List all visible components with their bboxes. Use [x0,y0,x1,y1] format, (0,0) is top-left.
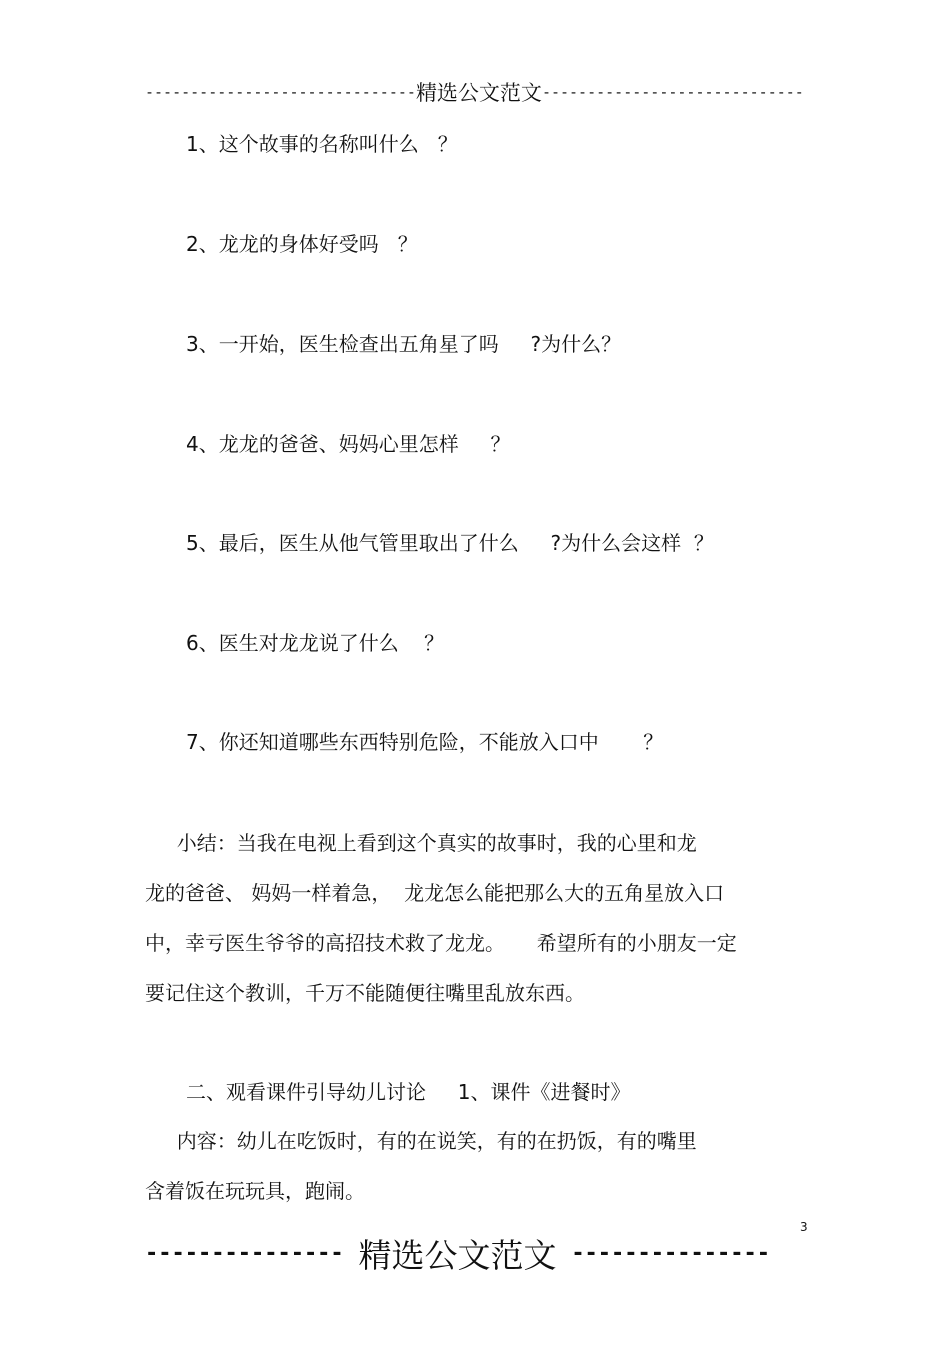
summary-line: 要记住这个教训，千万不能随便往嘴里乱放东西。 [145,981,585,1005]
header-right-rule: ----------------------------- [541,83,804,101]
question-4: 4、龙龙的爸爸、妈妈心里怎样 ？ [186,432,511,456]
content-line: 内容：幼儿在吃饭时，有的在说笑，有的在扔饭，有的嘴里 [145,1129,697,1153]
question-7: 7、你还知道哪些东西特别危险，不能放入口中 ？ [186,730,664,754]
summary-line: 中，幸亏医生爷爷的高招技术救了龙龙。 希望所有的小朋友一定 [145,931,737,955]
page-footer [145,1228,770,1278]
question-5: 5、最后，医生从他气管里取出了什么 ?为什么会这样 ？ [186,531,714,555]
page-header [145,74,804,110]
summary-line: 小结：当我在电视上看到这个真实的故事时，我的心里和龙 [145,831,697,855]
footer-left-rule: --------------- [145,1240,344,1266]
summary-paragraph [145,818,795,1018]
header-title: 精选公文范文 [415,81,542,105]
summary-line: 龙的爸爸、 妈妈一样着急， 龙龙怎么能把那么大的五角星放入口 [145,881,725,905]
question-2: 2、龙龙的身体好受吗 ？ [186,232,418,256]
footer-title: 精选公文范文 [358,1235,557,1275]
content-line: 含着饭在玩玩具，跑闹。 [145,1179,365,1203]
footer-right-rule: --------------- [571,1240,770,1266]
section-2-content [145,1116,795,1216]
question-3: 3、一开始，医生检查出五角星了吗 ?为什么？ [186,332,622,356]
header-left-rule: ------------------------------ [145,83,416,101]
page-number: 3 [800,1220,808,1234]
question-6: 6、医生对龙龙说了什么 ？ [186,631,445,655]
question-1: 1、这个故事的名称叫什么 ？ [186,132,458,156]
section-2-heading: 二、观看课件引导幼儿讨论 1、课件《进餐时》 [186,1080,631,1104]
